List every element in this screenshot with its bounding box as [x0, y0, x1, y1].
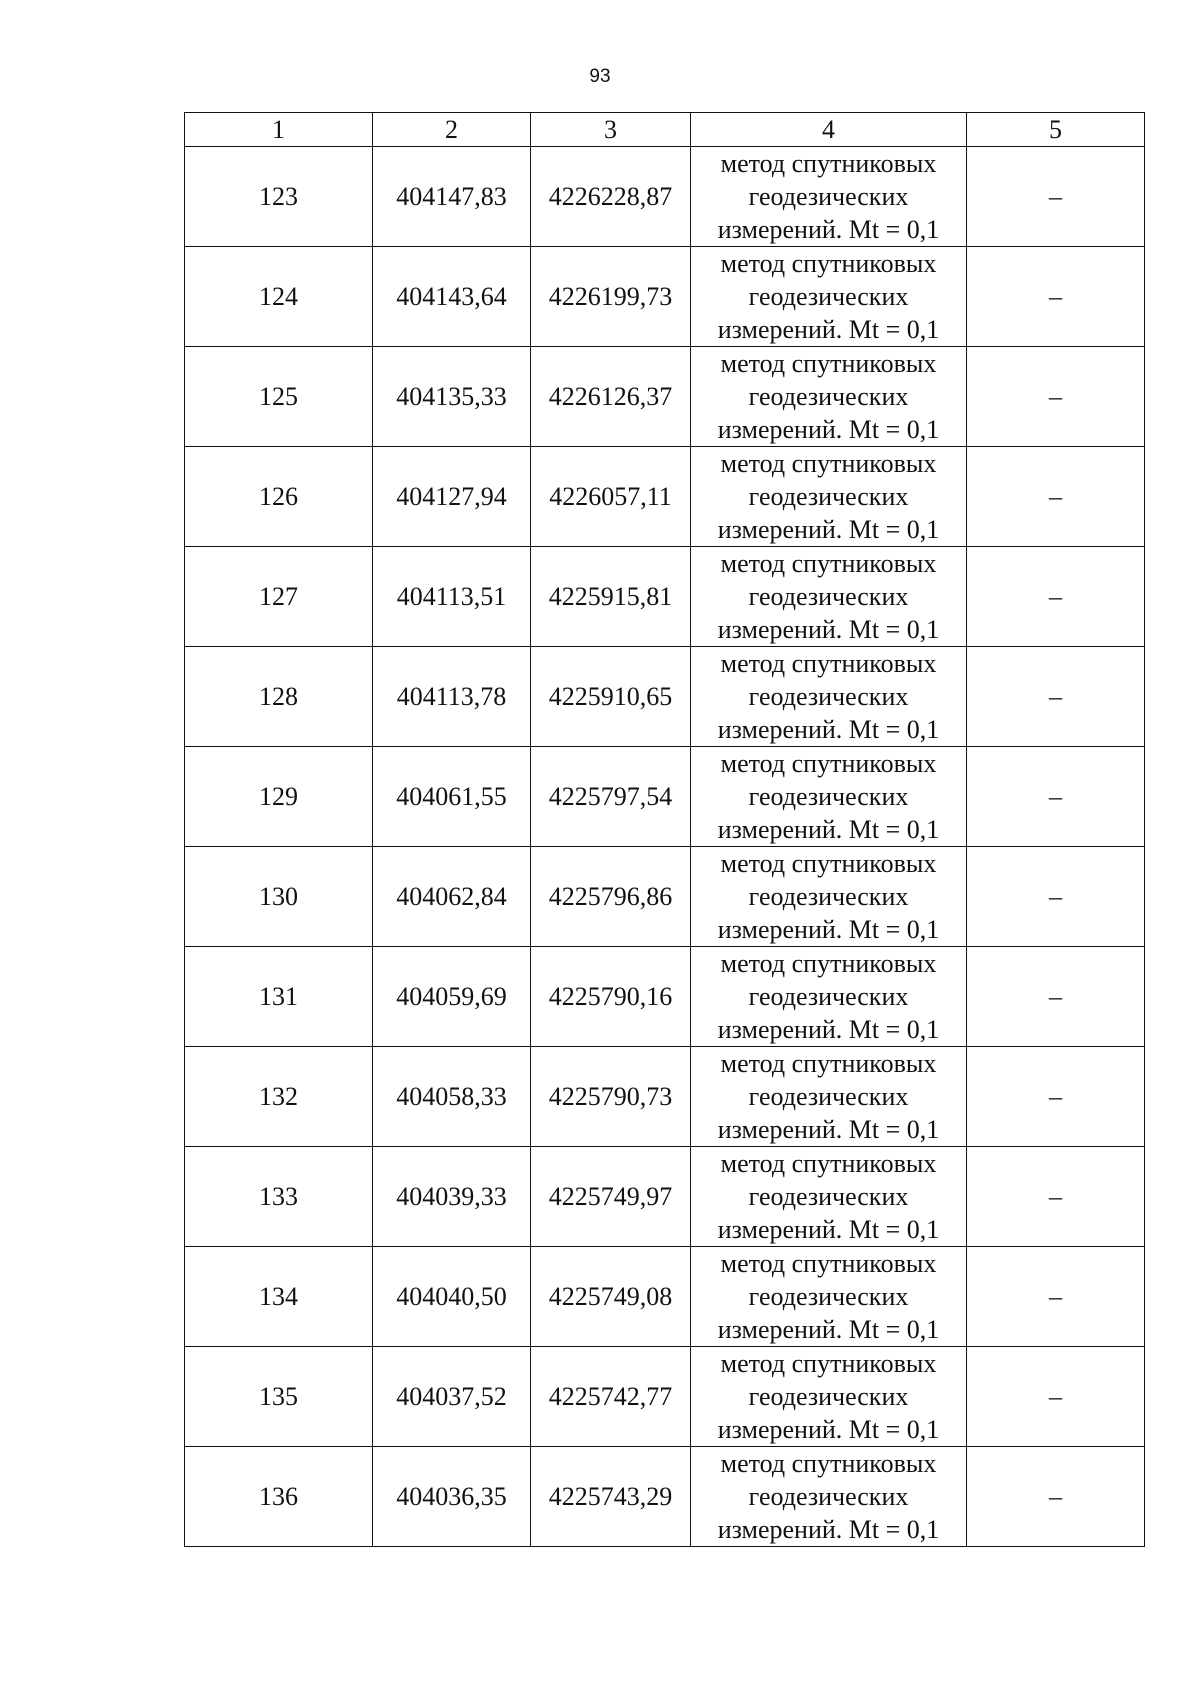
x-coordinate-cell: 404061,55 — [373, 747, 531, 847]
note-cell: – — [967, 1447, 1145, 1547]
table-row — [185, 1347, 1145, 1447]
point-number-cell: 131 — [185, 947, 373, 1047]
note-cell: – — [967, 847, 1145, 947]
method-cell: метод спутниковых геодезических измерений. Mt = 0,1 — [691, 547, 967, 647]
note-cell: – — [967, 1347, 1145, 1447]
header-cell-2: 2 — [373, 113, 531, 147]
header-cell-3: 3 — [531, 113, 691, 147]
method-cell: метод спутниковых геодезических измерений. Mt = 0,1 — [691, 447, 967, 547]
y-coordinate-cell: 4225790,73 — [531, 1047, 691, 1147]
table-row — [185, 647, 1145, 747]
method-cell: метод спутниковых геодезических измерений. Mt = 0,1 — [691, 1247, 967, 1347]
y-coordinate-cell: 4225796,86 — [531, 847, 691, 947]
table-row — [185, 1247, 1145, 1347]
x-coordinate-cell: 404062,84 — [373, 847, 531, 947]
y-coordinate-cell: 4225790,16 — [531, 947, 691, 1047]
x-coordinate-cell: 404113,51 — [373, 547, 531, 647]
method-cell: метод спутниковых геодезических измерений. Mt = 0,1 — [691, 1047, 967, 1147]
table-row — [185, 147, 1145, 247]
y-coordinate-cell: 4225910,65 — [531, 647, 691, 747]
x-coordinate-cell: 404143,64 — [373, 247, 531, 347]
y-coordinate-cell: 4226199,73 — [531, 247, 691, 347]
note-cell: – — [967, 947, 1145, 1047]
note-cell: – — [967, 147, 1145, 247]
note-cell: – — [967, 1147, 1145, 1247]
note-cell: – — [967, 1047, 1145, 1147]
point-number-cell: 129 — [185, 747, 373, 847]
note-cell: – — [967, 447, 1145, 547]
point-number-cell: 134 — [185, 1247, 373, 1347]
point-number-cell: 127 — [185, 547, 373, 647]
y-coordinate-cell: 4225749,97 — [531, 1147, 691, 1247]
y-coordinate-cell: 4225742,77 — [531, 1347, 691, 1447]
y-coordinate-cell: 4226126,37 — [531, 347, 691, 447]
x-coordinate-cell: 404147,83 — [373, 147, 531, 247]
method-cell: метод спутниковых геодезических измерений. Mt = 0,1 — [691, 847, 967, 947]
page-number: 93 — [589, 66, 611, 87]
x-coordinate-cell: 404135,33 — [373, 347, 531, 447]
note-cell: – — [967, 347, 1145, 447]
point-number-cell: 130 — [185, 847, 373, 947]
method-cell: метод спутниковых геодезических измерений. Mt = 0,1 — [691, 347, 967, 447]
table-body — [185, 147, 1145, 1547]
note-cell: – — [967, 547, 1145, 647]
point-number-cell: 136 — [185, 1447, 373, 1547]
note-cell: – — [967, 1247, 1145, 1347]
method-cell: метод спутниковых геодезических измерений. Mt = 0,1 — [691, 1147, 967, 1247]
method-cell: метод спутниковых геодезических измерений. Mt = 0,1 — [691, 1347, 967, 1447]
x-coordinate-cell: 404039,33 — [373, 1147, 531, 1247]
y-coordinate-cell: 4225915,81 — [531, 547, 691, 647]
point-number-cell: 126 — [185, 447, 373, 547]
x-coordinate-cell: 404058,33 — [373, 1047, 531, 1147]
method-cell: метод спутниковых геодезических измерений. Mt = 0,1 — [691, 647, 967, 747]
coordinates-table — [184, 112, 1145, 1547]
point-number-cell: 132 — [185, 1047, 373, 1147]
table-row — [185, 247, 1145, 347]
table-row — [185, 547, 1145, 647]
x-coordinate-cell: 404059,69 — [373, 947, 531, 1047]
method-cell: метод спутниковых геодезических измерений. Mt = 0,1 — [691, 247, 967, 347]
table-row — [185, 947, 1145, 1047]
x-coordinate-cell: 404113,78 — [373, 647, 531, 747]
table-row — [185, 1147, 1145, 1247]
x-coordinate-cell: 404127,94 — [373, 447, 531, 547]
y-coordinate-cell: 4226057,11 — [531, 447, 691, 547]
x-coordinate-cell: 404040,50 — [373, 1247, 531, 1347]
y-coordinate-cell: 4225797,54 — [531, 747, 691, 847]
point-number-cell: 124 — [185, 247, 373, 347]
header-cell-4: 4 — [691, 113, 967, 147]
table-row — [185, 347, 1145, 447]
header-cell-5: 5 — [967, 113, 1145, 147]
method-cell: метод спутниковых геодезических измерений. Mt = 0,1 — [691, 1447, 967, 1547]
table-row — [185, 847, 1145, 947]
table-row — [185, 447, 1145, 547]
method-cell: метод спутниковых геодезических измерений. Mt = 0,1 — [691, 947, 967, 1047]
point-number-cell: 133 — [185, 1147, 373, 1247]
y-coordinate-cell: 4226228,87 — [531, 147, 691, 247]
x-coordinate-cell: 404037,52 — [373, 1347, 531, 1447]
y-coordinate-cell: 4225749,08 — [531, 1247, 691, 1347]
point-number-cell: 128 — [185, 647, 373, 747]
point-number-cell: 125 — [185, 347, 373, 447]
point-number-cell: 123 — [185, 147, 373, 247]
note-cell: – — [967, 747, 1145, 847]
method-cell: метод спутниковых геодезических измерений. Mt = 0,1 — [691, 747, 967, 847]
header-cell-1: 1 — [185, 113, 373, 147]
point-number-cell: 135 — [185, 1347, 373, 1447]
table-row — [185, 1047, 1145, 1147]
note-cell: – — [967, 247, 1145, 347]
table-header-row — [185, 113, 1145, 147]
y-coordinate-cell: 4225743,29 — [531, 1447, 691, 1547]
table-row — [185, 747, 1145, 847]
table-row — [185, 1447, 1145, 1547]
note-cell: – — [967, 647, 1145, 747]
x-coordinate-cell: 404036,35 — [373, 1447, 531, 1547]
method-cell: метод спутниковых геодезических измерений. Mt = 0,1 — [691, 147, 967, 247]
